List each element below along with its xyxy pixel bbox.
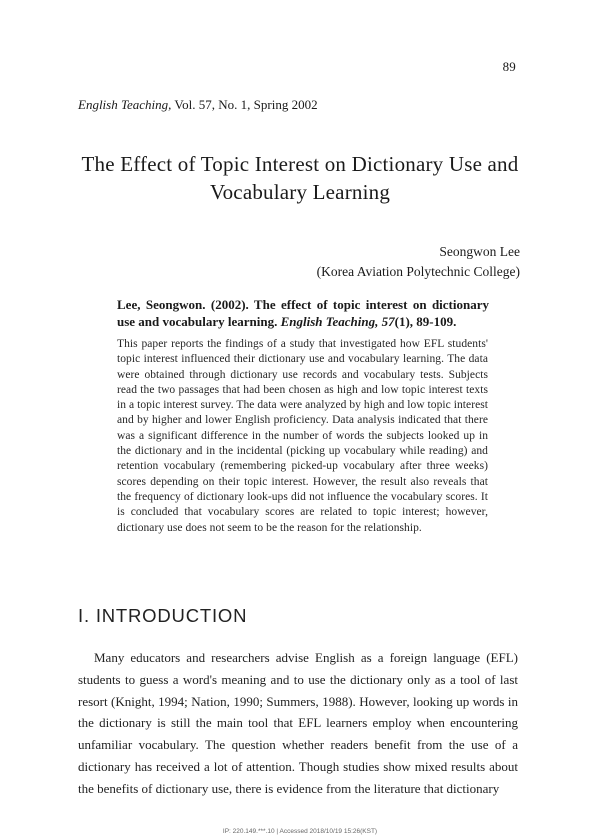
- author-name: Seongwon Lee: [439, 244, 520, 259]
- citation-text: Lee, Seongwon. (2002). The effect of topic interest on dictionary use and vocabulary learning.: [117, 297, 489, 329]
- author-affiliation: (Korea Aviation Polytechnic College): [316, 264, 520, 279]
- journal-name: English Teaching,: [78, 97, 172, 112]
- page-number: 89: [502, 59, 516, 74]
- author-block: [317, 242, 520, 282]
- section-heading: I. INTRODUCTION: [78, 605, 248, 626]
- abstract: This paper reports the findings of a study that investigated how EFL students' topic interest influenced their dictionary use and vocabulary learning. The data were obtained through dictionary use records and vocabulary tests. Subjects read the two passages that had been chosen as high and low topic interest texts in a topic interest survey. The data were analyzed by high and low topic interest and by higher and lower English proficiency. Data analysis indicated that there was a significant difference in the number of words the subjects looked up in the dictionary and in the incidental (picking up vocabulary while reading) and retention vocabulary (remembering picked-up vocabulary after three weeks) scores depending on their topic interest. However, the result also reveals that the frequency of dictionary look-ups did not influence the vocabulary scores. It is concluded that vocabulary scores are related to topic interest; however, dictionary use does not seem to be the reason for the relationship.: [117, 338, 488, 534]
- citation-journal: English Teaching, 57: [280, 314, 395, 329]
- citation: [117, 296, 489, 330]
- paper-title: The Effect of Topic Interest on Dictionary Use and Vocabulary Learning: [81, 152, 519, 204]
- journal-details: Vol. 57, No. 1, Spring 2002: [171, 97, 318, 112]
- citation-pages: (1), 89-109.: [394, 314, 457, 329]
- intro-paragraph: Many educators and researchers advise English as a foreign language (EFL) students to guess a word's meaning and to use the dictionary only as a tool of last resort (Knight, 1994; Nation, 1990; Summers, 1988). However, looking up words in the dictionary is still the main tool that EFL learners employ when encountering unfamiliar vocabulary. The question whether readers benefit from the use of a dictionary has received a lot of attention. Though studies show mixed results about the benefits of dictionary use, there is evidence from the literature that dictionary: [78, 650, 518, 796]
- journal-reference: [78, 97, 318, 113]
- access-footer: IP: 220.149.***.10 | Accessed 2018/10/19 15:26(KST): [222, 828, 378, 835]
